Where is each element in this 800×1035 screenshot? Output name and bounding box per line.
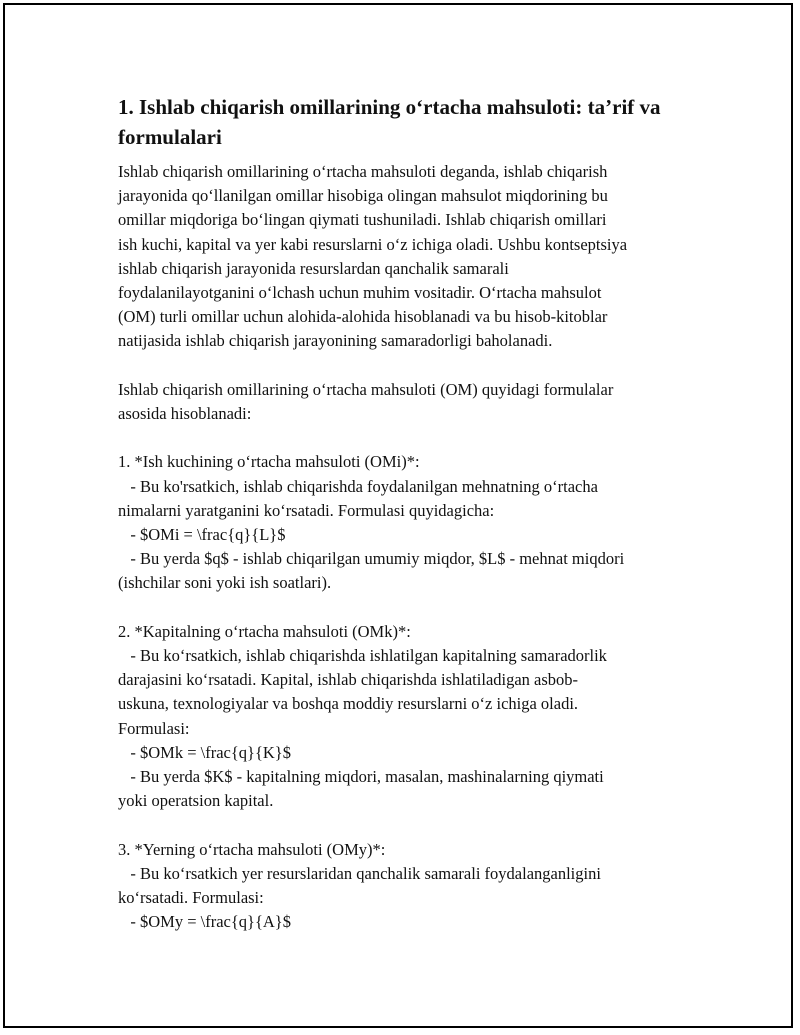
paragraph-line: ishlab chiqarish jarayonida resurslardan qanchalik samarali [118, 258, 509, 278]
formula-line: - $OMy = \frac{q}{A}$ [118, 912, 291, 932]
paragraph-line: koʻrsatadi. Formulasi: [118, 888, 264, 908]
paragraph-line: - Bu yerda $K$ - kapitalning miqdori, masalan, mashinalarning qiymati [118, 767, 604, 787]
paragraph-line: - Bu yerda $q$ - ishlab chiqarilgan umumiy miqdor, $L$ - mehnat miqdori [118, 549, 625, 569]
paragraph-line: yoki operatsion kapital. [118, 791, 274, 811]
formula-intro-paragraph [118, 378, 690, 426]
paragraph-line: foydalanilayotganini oʻlchash uchun muhim vositadir. Oʻrtacha mahsulot [118, 283, 602, 303]
document-body [118, 92, 690, 959]
paragraph-line: Formulasi: [118, 718, 190, 738]
list-item-title: 2. *Kapitalning oʻrtacha mahsuloti (OMk)*: [118, 621, 411, 641]
paragraph-line: nimalarni yaratganini koʻrsatadi. Formulasi quyidagicha: [118, 500, 495, 520]
labor-average-product-section [118, 450, 690, 595]
formula-line: - $OMk = \frac{q}{K}$ [118, 742, 291, 762]
paragraph-line: jarayonida qoʻllanilgan omillar hisobiga olingan mahsulot miqdorining bu [118, 186, 608, 206]
heading-line: formulalari [118, 125, 222, 149]
paragraph-line: - Bu ko'rsatkich, ishlab chiqarishda foydalanilgan mehnatning oʻrtacha [118, 476, 598, 496]
paragraph-line: - Bu koʻrsatkich yer resurslaridan qanchalik samarali foydalanganligini [118, 863, 601, 883]
paragraph-line: (OM) turli omillar uchun alohida-alohida hisoblanadi va bu hisob-kitoblar [118, 307, 608, 327]
list-item-title: 3. *Yerning oʻrtacha mahsuloti (OMy)*: [118, 839, 386, 859]
paragraph-line: Ishlab chiqarish omillarining oʻrtacha mahsuloti deganda, ishlab chiqarish [118, 162, 608, 181]
capital-average-product-section [118, 620, 690, 814]
heading-line: 1. Ishlab chiqarish omillarining oʻrtacha mahsuloti: ta’rif va [118, 95, 661, 119]
land-average-product-section [118, 838, 690, 935]
intro-paragraph [118, 160, 690, 354]
list-item-title: 1. *Ish kuchining oʻrtacha mahsuloti (OMi)*: [118, 452, 420, 472]
paragraph-line: omillar miqdoriga boʻlingan qiymati tushuniladi. Ishlab chiqarish omillari [118, 210, 607, 230]
paragraph-line: ish kuchi, kapital va yer kabi resurslarni oʻz ichiga oladi. Ushbu kontseptsiya [118, 234, 628, 254]
paragraph-line: uskuna, texnologiyalar va boshqa moddiy resurslarni oʻz ichiga oladi. [118, 694, 579, 714]
paragraph-line: darajasini koʻrsatadi. Kapital, ishlab chiqarishda ishlatiladigan asbob- [118, 670, 579, 690]
paragraph-line: Ishlab chiqarish omillarining oʻrtacha mahsuloti (OM) quyidagi formulalar [118, 379, 614, 399]
formula-line: - $OMi = \frac{q}{L}$ [118, 525, 286, 545]
paragraph-line: - Bu koʻrsatkich, ishlab chiqarishda ishlatilgan kapitalning samaradorlik [118, 646, 607, 666]
paragraph-line: asosida hisoblanadi: [118, 404, 252, 424]
paragraph-line: (ishchilar soni yoki ish soatlari). [118, 573, 332, 593]
section-heading [118, 92, 690, 152]
paragraph-line: natijasida ishlab chiqarish jarayonining samaradorligi baholanadi. [118, 331, 553, 351]
